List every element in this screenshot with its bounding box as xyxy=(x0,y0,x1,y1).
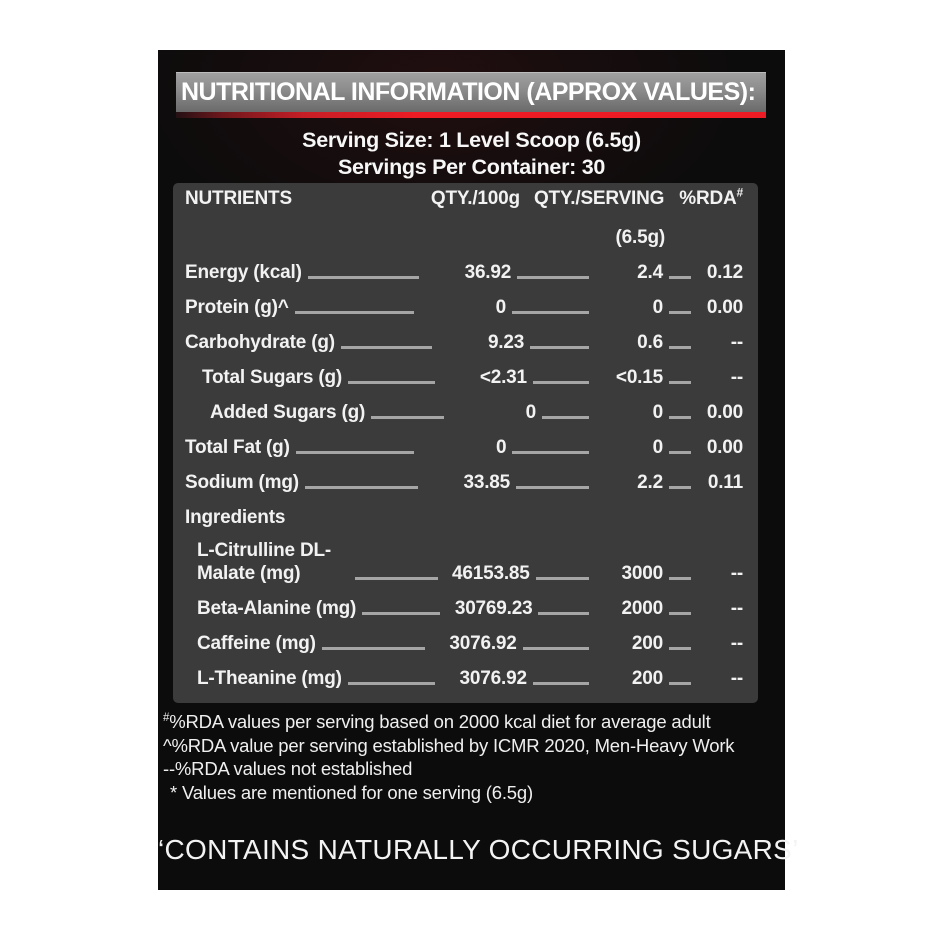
leader-line xyxy=(669,682,691,685)
table-row xyxy=(185,659,743,694)
title-bar-background xyxy=(176,72,766,112)
rda-value: -- xyxy=(730,598,743,619)
leader-line xyxy=(669,451,691,454)
col-subheader-serving-weight: (6.5g) xyxy=(615,226,665,248)
footnote-line xyxy=(163,710,785,734)
leader-line xyxy=(355,577,438,580)
qty-100g-value: 36.92 xyxy=(464,262,512,283)
nutrient-name: L-Theanine (mg) xyxy=(197,668,342,689)
rda-header-text: %RDA xyxy=(679,188,737,209)
naturally-occurring-sugars-note: ‘CONTAINS NATURALLY OCCURRING SUGARS’ xyxy=(158,834,799,865)
qty-100g-value: 0 xyxy=(495,297,507,318)
table-row xyxy=(185,323,743,358)
table-row xyxy=(185,463,743,498)
footnote-line xyxy=(163,781,785,805)
col-header-rda xyxy=(679,185,743,210)
table-row xyxy=(185,532,743,589)
leader-line xyxy=(538,612,589,615)
col-header-qty-100g: QTY./100g xyxy=(430,188,520,209)
leader-line xyxy=(536,577,589,580)
qty-serving-value: 200 xyxy=(631,668,663,689)
leader-line xyxy=(295,311,414,314)
footnotes xyxy=(163,710,785,804)
qty-serving-value: 3000 xyxy=(621,563,663,584)
leader-line xyxy=(669,647,691,650)
qty-serving-value: 0 xyxy=(652,437,663,458)
qty-serving-value: 0 xyxy=(652,402,663,423)
title-bar xyxy=(176,72,766,118)
leader-line xyxy=(305,486,418,489)
table-row xyxy=(185,428,743,463)
table-row xyxy=(185,288,743,323)
leader-line xyxy=(542,416,589,419)
rda-header-superscript: # xyxy=(736,185,743,200)
leader-line xyxy=(322,647,425,650)
rda-value: -- xyxy=(730,668,743,689)
leader-line xyxy=(533,682,589,685)
footnote-text: --%RDA values not established xyxy=(163,758,413,779)
leader-line xyxy=(523,647,589,650)
qty-100g-value: 0 xyxy=(525,402,536,423)
leader-line xyxy=(669,577,691,580)
qty-100g-value: 3076.92 xyxy=(449,633,517,654)
rda-value: -- xyxy=(730,633,743,654)
leader-line xyxy=(669,416,691,419)
nutrient-name: Added Sugars (g) xyxy=(210,402,366,423)
leader-line xyxy=(341,346,432,349)
nutrient-name: Caffeine (mg) xyxy=(197,633,316,654)
nutrient-name: Total Fat (g) xyxy=(185,437,290,458)
leader-line xyxy=(669,311,691,314)
col-header-nutrients: NUTRIENTS xyxy=(185,188,292,209)
nutrient-name: L-Citrulline DL-Malate (mg) xyxy=(197,540,332,584)
leader-line xyxy=(669,346,691,349)
leader-line xyxy=(669,486,691,489)
rda-value: -- xyxy=(730,563,743,584)
table-row xyxy=(185,358,743,393)
leader-line xyxy=(530,346,589,349)
footnote-text: %RDA values per serving based on 2000 kcal diet for average adult xyxy=(169,711,711,732)
section-label: Ingredients xyxy=(185,507,286,528)
leader-line xyxy=(517,276,589,279)
qty-serving-value: 0.6 xyxy=(637,332,663,353)
nutrient-name: Total Sugars (g) xyxy=(202,367,343,388)
leader-line xyxy=(348,682,435,685)
nutrients-table xyxy=(173,183,758,703)
table-row xyxy=(185,624,743,659)
table-header-row xyxy=(185,185,743,222)
leader-line xyxy=(296,451,415,454)
footnote-line xyxy=(163,734,785,758)
qty-serving-value: 2000 xyxy=(621,598,663,619)
rda-value: 0.11 xyxy=(707,472,743,493)
qty-100g-value: 30769.23 xyxy=(454,598,533,619)
leader-line xyxy=(512,451,589,454)
rda-value: 0.00 xyxy=(706,402,743,423)
footnote-superscript: # xyxy=(163,711,170,724)
leader-line xyxy=(669,612,691,615)
qty-100g-value: 46153.85 xyxy=(452,563,530,584)
red-accent-stripe xyxy=(176,112,766,118)
qty-serving-value: 200 xyxy=(631,633,663,654)
leader-line xyxy=(669,381,691,384)
label-title: NUTRITIONAL INFORMATION (APPROX VALUES): xyxy=(181,78,756,106)
nutrition-label xyxy=(158,50,799,890)
ingredients-section-header xyxy=(185,498,743,532)
leader-line xyxy=(308,276,419,279)
rda-value: -- xyxy=(730,332,743,353)
qty-serving-value: <0.15 xyxy=(615,367,663,388)
qty-100g-value: 0 xyxy=(496,437,507,458)
qty-serving-value: 2.2 xyxy=(637,472,663,493)
leader-line xyxy=(533,381,589,384)
col-header-qty-serving: QTY./SERVING xyxy=(533,188,665,209)
footnote-line xyxy=(163,757,785,781)
table-row xyxy=(185,393,743,428)
rda-value: 0.00 xyxy=(706,297,743,318)
table-row xyxy=(185,253,743,288)
footnote-text: ^%RDA value per serving established by ICMR 2020, Men-Heavy Work xyxy=(163,734,735,756)
table-row xyxy=(185,589,743,624)
qty-100g-value: <2.31 xyxy=(479,367,527,388)
qty-100g-value: 33.85 xyxy=(463,472,511,493)
rda-value: -- xyxy=(730,367,743,388)
qty-serving-value: 0 xyxy=(652,297,663,318)
leader-line xyxy=(516,486,589,489)
qty-100g-value: 9.23 xyxy=(487,332,525,353)
nutrient-name: Beta-Alanine (mg) xyxy=(197,598,357,619)
rda-value: 0.12 xyxy=(706,262,743,283)
serving-size-line: Serving Size: 1 Level Scoop (6.5g) xyxy=(302,128,641,152)
leader-line xyxy=(348,381,435,384)
nutrient-name: Carbohydrate (g) xyxy=(185,332,335,353)
rda-value: 0.00 xyxy=(706,437,743,458)
servings-per-container-line: Servings Per Container: 30 xyxy=(337,155,606,179)
nutrient-name: Energy (kcal) xyxy=(185,262,302,283)
leader-line xyxy=(362,612,440,615)
footnote-text: * Values are mentioned for one serving (6.5g) xyxy=(170,781,533,803)
table-subheader-row xyxy=(185,222,743,253)
qty-serving-value: 2.4 xyxy=(637,262,663,283)
qty-100g-value: 3076.92 xyxy=(459,668,527,689)
leader-line xyxy=(669,276,691,279)
leader-line xyxy=(512,311,589,314)
nutrient-name: Protein (g)^ xyxy=(185,297,289,318)
nutrient-name: Sodium (mg) xyxy=(185,472,299,493)
leader-line xyxy=(371,416,444,419)
